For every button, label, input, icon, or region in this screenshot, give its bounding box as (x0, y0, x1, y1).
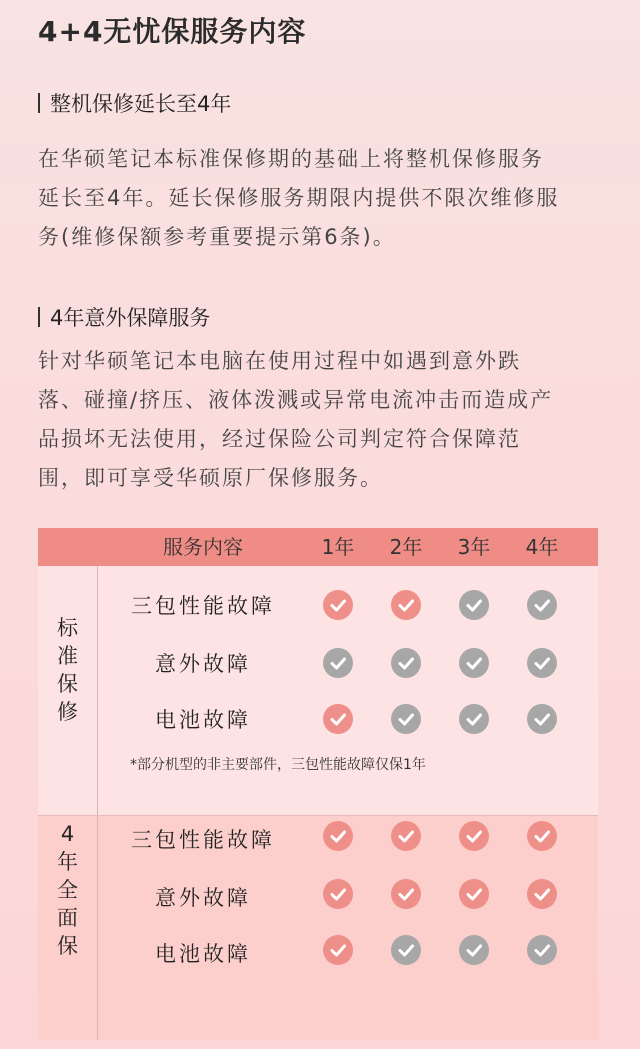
check-inactive-icon (323, 648, 353, 678)
header-year-1: 1年 (321, 535, 355, 559)
header-service: 服务内容 (163, 535, 243, 559)
side-char: 修 (57, 700, 78, 724)
page-title: 4+4无忧保服务内容 (38, 15, 307, 48)
check-active-icon (391, 590, 421, 620)
heading-bar (38, 93, 40, 113)
check-active-icon (323, 879, 353, 909)
check-inactive-icon (391, 648, 421, 678)
header-year-4: 4年 (525, 535, 559, 559)
text-line: 在华硕笔记本标准保修期的基础上将整机保修服务 (38, 147, 544, 171)
check-inactive-icon (527, 935, 557, 965)
check-active-icon (391, 821, 421, 851)
check-inactive-icon (527, 648, 557, 678)
row-label: 意外故障 (155, 652, 251, 676)
table-header (38, 528, 598, 566)
check-inactive-icon (527, 704, 557, 734)
check-active-icon (323, 590, 353, 620)
check-inactive-icon (459, 648, 489, 678)
check-active-icon (323, 935, 353, 965)
check-active-icon (527, 821, 557, 851)
group-divider (38, 815, 598, 816)
section-accident-text (38, 342, 604, 498)
section-accident-heading (38, 302, 210, 332)
check-active-icon (391, 879, 421, 909)
heading-bar (38, 307, 40, 327)
text-line: 务(维修保额参考重要提示第6条)。 (38, 225, 396, 249)
section-extended-warranty-text (38, 140, 604, 257)
side-char: 准 (57, 644, 78, 668)
side-char: 保 (57, 672, 78, 696)
row-label: 三包性能故障 (131, 828, 275, 852)
text-line: 围，即可享受华硕原厂保修服务。 (38, 466, 383, 490)
check-inactive-icon (459, 704, 489, 734)
check-inactive-icon (391, 935, 421, 965)
side-char: 全 (57, 878, 78, 902)
check-active-icon (323, 821, 353, 851)
side-char: 年 (57, 850, 78, 874)
text-line: 落、碰撞/挤压、液体泼溅或异常电流冲击而造成产 (38, 388, 554, 412)
side-label-standard (38, 614, 97, 726)
side-char: 标 (57, 616, 78, 640)
table-note: *部分机型的非主要部件，三包性能故障仅保1年 (130, 757, 426, 773)
check-active-icon (459, 879, 489, 909)
check-active-icon (527, 879, 557, 909)
row-label: 电池故障 (155, 942, 251, 966)
check-inactive-icon (459, 590, 489, 620)
service-table (38, 528, 598, 1012)
side-char: 保 (57, 934, 78, 958)
row-label: 三包性能故障 (131, 594, 275, 618)
check-active-icon (459, 821, 489, 851)
heading-text: 整机保修延长至4年 (50, 92, 232, 116)
check-active-icon (323, 704, 353, 734)
row-label: 电池故障 (155, 708, 251, 732)
side-char: 4 (60, 822, 75, 846)
text-line: 品损坏无法使用，经过保险公司判定符合保障范 (38, 427, 521, 451)
side-char: 面 (57, 906, 78, 930)
check-inactive-icon (459, 935, 489, 965)
header-year-2: 2年 (389, 535, 423, 559)
row-label: 意外故障 (155, 886, 251, 910)
check-inactive-icon (391, 704, 421, 734)
side-label-full (38, 820, 97, 960)
heading-text: 4年意外保障服务 (50, 306, 211, 330)
check-inactive-icon (527, 590, 557, 620)
section-extended-warranty-heading (38, 88, 231, 118)
text-line: 延长至4年。延长保修服务期限内提供不限次维修服 (38, 186, 560, 210)
header-year-3: 3年 (457, 535, 491, 559)
text-line: 针对华硕笔记本电脑在使用过程中如遇到意外跌 (38, 349, 521, 373)
